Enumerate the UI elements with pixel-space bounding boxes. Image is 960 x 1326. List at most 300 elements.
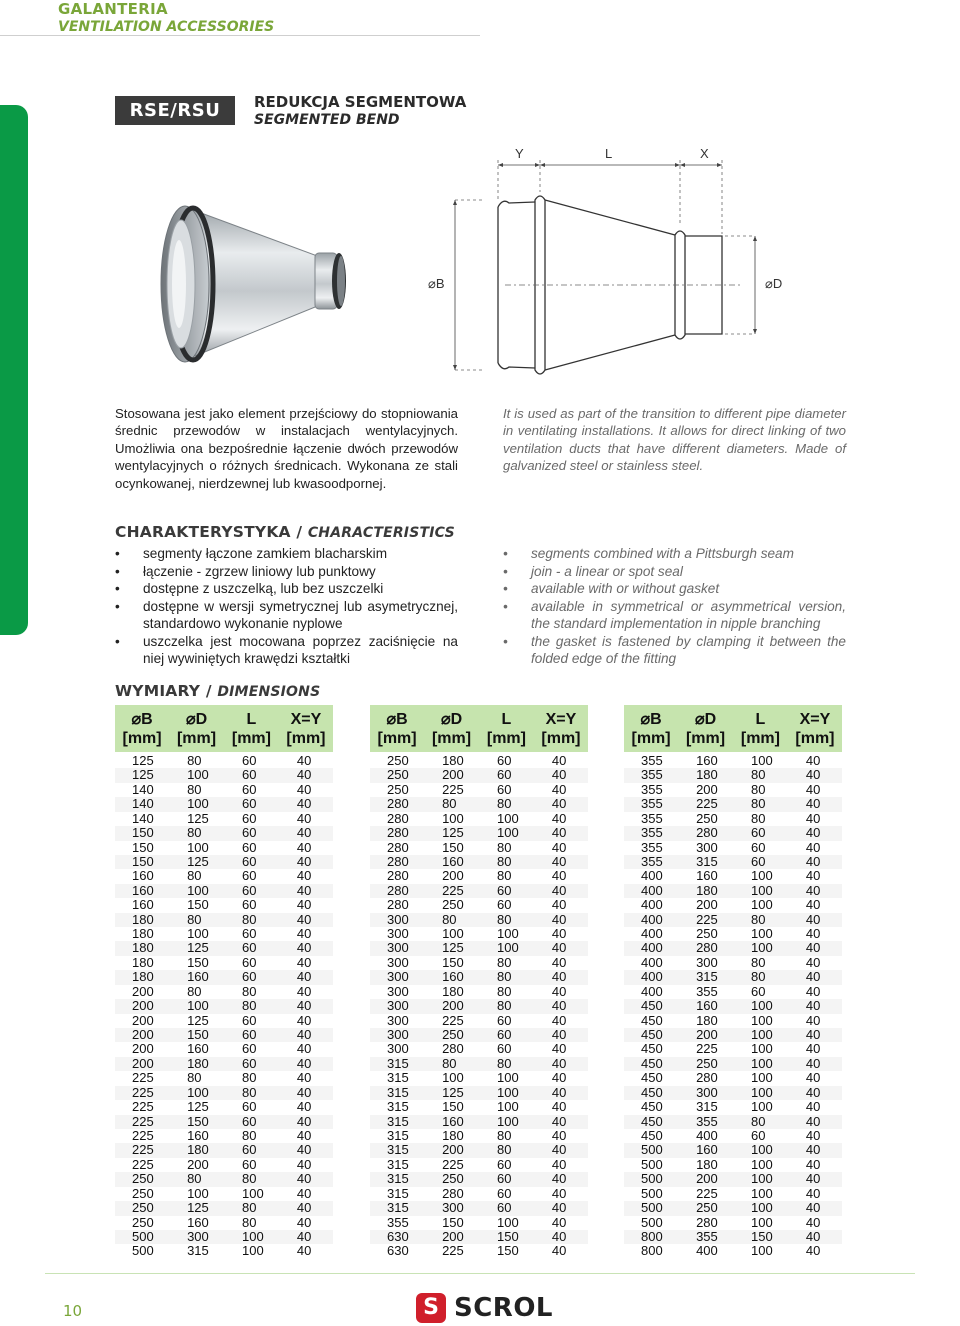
table-row — [624, 783, 842, 797]
table-row — [115, 1014, 333, 1028]
table-cell: 100 — [733, 1201, 788, 1215]
table-cell: 100 — [750, 1099, 773, 1115]
table-cell: 180 — [678, 768, 733, 782]
table-header-row — [370, 705, 588, 753]
table-cell: 40 — [534, 913, 588, 927]
table-cell: 40 — [279, 1028, 333, 1042]
table-cell: 40 — [805, 781, 821, 797]
table-cell: 80 — [496, 868, 512, 884]
table-cell: 40 — [788, 855, 842, 869]
table-row — [624, 999, 842, 1013]
table-cell: 40 — [805, 1012, 821, 1028]
table-cell: 315 — [387, 1185, 409, 1201]
table-row — [370, 985, 588, 999]
characteristics-title-pl: CHARAKTERYSTYKA — [115, 523, 291, 541]
table-row — [370, 783, 588, 797]
table-cell: 40 — [551, 1214, 567, 1230]
table-cell: 500 — [641, 1185, 663, 1201]
table-cell: 150 — [496, 1243, 519, 1259]
table-cell: 200 — [115, 1057, 169, 1071]
table-cell: 60 — [224, 1143, 279, 1157]
product-title — [254, 93, 466, 129]
table-cell: 40 — [788, 1086, 842, 1100]
table-cell: 280 — [370, 884, 424, 898]
table-row — [624, 1230, 842, 1244]
table-cell: 80 — [224, 1172, 279, 1186]
table-row — [624, 841, 842, 855]
table-cell: 450 — [624, 1115, 678, 1129]
table-cell: 60 — [241, 1041, 257, 1057]
characteristics-heading — [115, 523, 455, 541]
table-row — [115, 1187, 333, 1201]
table-row — [370, 1086, 588, 1100]
dimensions-table-1 — [115, 705, 333, 1259]
column-header-name: ⌀D — [440, 711, 463, 728]
table-cell: 60 — [733, 855, 788, 869]
table-row — [624, 1201, 842, 1215]
table-cell: 160 — [132, 868, 154, 884]
table-cell: 40 — [788, 1143, 842, 1157]
table-row — [115, 1086, 333, 1100]
table-cell: 400 — [696, 1127, 718, 1143]
table-cell: 60 — [224, 1057, 279, 1071]
column-header-name: L — [501, 711, 512, 728]
table-row — [370, 855, 588, 869]
table-row — [115, 999, 333, 1013]
column-header-name: ⌀B — [131, 711, 153, 728]
table-cell: 150 — [187, 954, 209, 970]
table-cell: 60 — [750, 983, 766, 999]
table-cell: 300 — [370, 913, 424, 927]
table-cell: 250 — [678, 1201, 733, 1215]
table-cell: 100 — [496, 1099, 519, 1115]
table-cell: 40 — [534, 1115, 588, 1129]
table-cell: 40 — [296, 868, 312, 884]
page-header — [58, 0, 274, 36]
table-cell: 400 — [641, 954, 663, 970]
table-cell: 280 — [678, 941, 733, 955]
table-cell: 180 — [115, 970, 169, 984]
table-cell: 40 — [279, 1057, 333, 1071]
table-cell: 40 — [551, 1185, 567, 1201]
table-cell: 355 — [624, 855, 678, 869]
table-row — [624, 812, 842, 826]
table-cell: 450 — [641, 1127, 663, 1143]
table-cell: 225 — [442, 1243, 464, 1259]
table-cell: 100 — [750, 1185, 773, 1201]
table-cell: 225 — [132, 1127, 154, 1143]
table-cell: 40 — [296, 753, 312, 768]
table-row — [624, 855, 842, 869]
table-cell: 40 — [788, 884, 842, 898]
table-cell: 60 — [750, 1127, 766, 1143]
table-cell: 40 — [534, 797, 588, 811]
table-cell: 40 — [805, 954, 821, 970]
table-cell: 100 — [169, 768, 224, 782]
table-cell: 40 — [788, 768, 842, 782]
table-row — [115, 826, 333, 840]
column-header-unit: [mm] — [795, 730, 835, 747]
table-cell: 40 — [805, 897, 821, 913]
table-cell: 100 — [496, 926, 519, 942]
table-cell: 280 — [387, 868, 409, 884]
table-cell: 225 — [442, 781, 464, 797]
table-cell: 300 — [370, 970, 424, 984]
table-cell: 180 — [169, 1057, 224, 1071]
table-cell: 355 — [641, 781, 663, 797]
table-row — [370, 1201, 588, 1215]
table-cell: 140 — [132, 810, 154, 826]
table-cell: 450 — [641, 1012, 663, 1028]
table-cell: 60 — [224, 970, 279, 984]
table-cell: 40 — [279, 826, 333, 840]
table-cell: 200 — [187, 1156, 209, 1172]
table-cell: 630 — [387, 1243, 409, 1259]
column-header-unit: [mm] — [431, 730, 472, 747]
table-cell: 100 — [169, 1086, 224, 1100]
table-cell: 180 — [678, 884, 733, 898]
table-cell: 80 — [424, 1057, 479, 1071]
table-cell: 180 — [115, 941, 169, 955]
column-header-name: X=Y — [799, 711, 831, 728]
table-row — [115, 1115, 333, 1129]
table-cell: 280 — [387, 839, 409, 855]
table-row — [370, 913, 588, 927]
table-cell: 40 — [534, 1057, 588, 1071]
table-cell: 500 — [624, 1172, 678, 1186]
column-header-name: X=Y — [545, 711, 577, 728]
table-cell: 80 — [187, 1070, 202, 1086]
table-row — [624, 956, 842, 970]
dimensions-heading — [115, 682, 320, 700]
table-cell: 180 — [442, 983, 464, 999]
table-cell: 40 — [788, 999, 842, 1013]
table-cell: 40 — [805, 1127, 821, 1143]
table-cell: 280 — [442, 1041, 464, 1057]
table-cell: 40 — [551, 1243, 567, 1259]
table-row — [624, 1187, 842, 1201]
table-row — [624, 1143, 842, 1157]
table-row — [370, 927, 588, 941]
table-row — [370, 941, 588, 955]
column-header-name: ⌀B — [386, 711, 408, 728]
characteristics-title-en: CHARACTERISTICS — [307, 525, 455, 541]
table-row — [624, 1028, 842, 1042]
table-cell: 60 — [479, 1172, 534, 1186]
features-list-en — [503, 545, 846, 668]
table-cell: 60 — [224, 884, 279, 898]
table-cell: 250 — [678, 1057, 733, 1071]
table-cell: 150 — [132, 839, 154, 855]
table-cell: 150 — [442, 954, 464, 970]
table-cell: 160 — [678, 1143, 733, 1157]
table-cell: 280 — [678, 826, 733, 840]
table-row — [370, 797, 588, 811]
table-row — [115, 1057, 333, 1071]
table-cell: 60 — [496, 1185, 512, 1201]
table-cell: 80 — [241, 1127, 257, 1143]
table-cell: 450 — [641, 1041, 663, 1057]
table-row — [624, 1244, 842, 1258]
table-cell: 150 — [479, 1230, 534, 1244]
table-cell: 355 — [641, 810, 663, 826]
table-cell: 40 — [279, 1172, 333, 1186]
table-cell: 500 — [624, 1201, 678, 1215]
table-cell: 200 — [132, 1041, 154, 1057]
table-cell: 225 — [132, 1099, 154, 1115]
table-cell: 40 — [296, 1185, 312, 1201]
table-row — [370, 841, 588, 855]
table-cell: 60 — [479, 1201, 534, 1215]
table-row — [624, 1057, 842, 1071]
table-cell: 250 — [387, 753, 409, 768]
table-cell: 60 — [241, 1156, 257, 1172]
table-cell: 80 — [479, 1057, 534, 1071]
table-row — [115, 956, 333, 970]
table-cell: 80 — [224, 1086, 279, 1100]
table-cell: 250 — [115, 1172, 169, 1186]
table-cell: 180 — [442, 1127, 464, 1143]
table-cell: 160 — [187, 1214, 209, 1230]
column-header — [624, 705, 678, 753]
table-cell: 40 — [551, 926, 567, 942]
table-row — [115, 913, 333, 927]
table-cell: 40 — [279, 1086, 333, 1100]
table-cell: 100 — [733, 941, 788, 955]
table-cell: 140 — [115, 797, 169, 811]
table-row — [115, 1071, 333, 1085]
table-cell: 100 — [496, 810, 519, 826]
table-cell: 40 — [788, 1057, 842, 1071]
table-row — [370, 1042, 588, 1056]
table-row — [624, 1115, 842, 1129]
table-cell: 315 — [387, 1070, 409, 1086]
list-item: • łączenie - zgrzew liniowy lub punktowy — [115, 563, 458, 581]
table-cell: 80 — [750, 954, 766, 970]
table-row — [115, 884, 333, 898]
table-cell: 80 — [169, 1172, 224, 1186]
table-cell: 60 — [750, 839, 766, 855]
table-row — [115, 941, 333, 955]
table-cell: 100 — [733, 1057, 788, 1071]
table-row — [115, 1158, 333, 1172]
table-cell: 40 — [296, 954, 312, 970]
table-cell: 40 — [551, 753, 567, 768]
table-row — [624, 1086, 842, 1100]
table-cell: 40 — [534, 970, 588, 984]
table-cell: 80 — [169, 913, 224, 927]
table-cell: 300 — [370, 999, 424, 1013]
table-cell: 280 — [696, 1214, 718, 1230]
table-cell: 225 — [115, 1143, 169, 1157]
table-cell: 160 — [678, 999, 733, 1013]
table-cell: 200 — [132, 983, 154, 999]
column-header-name: ⌀D — [694, 711, 717, 728]
column-header-name: X=Y — [290, 711, 322, 728]
table-cell: 630 — [370, 1230, 424, 1244]
table-cell: 80 — [187, 868, 202, 884]
table-cell: 250 — [424, 1172, 479, 1186]
table-cell: 40 — [296, 781, 312, 797]
table-header-row — [115, 705, 333, 753]
table-cell: 100 — [224, 1230, 279, 1244]
dimensions-title-pl: WYMIARY — [115, 682, 201, 700]
column-header — [424, 705, 479, 753]
table-cell: 300 — [696, 839, 718, 855]
table-cell: 40 — [805, 839, 821, 855]
table-cell: 225 — [442, 1012, 464, 1028]
table-row — [115, 927, 333, 941]
table-cell: 315 — [370, 1201, 424, 1215]
footer-divider — [45, 1273, 915, 1274]
table-cell: 200 — [678, 1172, 733, 1186]
table-cell: 500 — [641, 1214, 663, 1230]
table-cell: 40 — [296, 1099, 312, 1115]
table-cell: 40 — [805, 1156, 821, 1172]
table-cell: 40 — [296, 897, 312, 913]
table-cell: 40 — [788, 1028, 842, 1042]
table-cell: 355 — [624, 768, 678, 782]
table-cell: 160 — [696, 868, 718, 884]
table-cell: 355 — [387, 1214, 409, 1230]
table-cell: 40 — [805, 1070, 821, 1086]
table-cell: 125 — [169, 941, 224, 955]
description-pl: Stosowana jest jako element przejściowy do stopniowania średnic przewodów w instalacjach wentylacyjnych. Umożliwia ona bezpośrednie łączenie dwóch przewodów wentylacyjnych o różnych średnicach. Wykonana ze stali ocynkowanej, nierdzewnej lub kwasoodpornej. — [115, 406, 458, 491]
table-cell: 100 — [733, 1028, 788, 1042]
table-cell: 80 — [733, 1115, 788, 1129]
table-cell: 40 — [279, 1115, 333, 1129]
table-cell: 100 — [750, 897, 773, 913]
table-cell: 40 — [279, 1230, 333, 1244]
table-row — [370, 768, 588, 782]
dimensions-sep: / — [205, 682, 212, 700]
table-cell: 200 — [115, 999, 169, 1013]
table-cell: 355 — [624, 826, 678, 840]
description-en: It is used as part of the transition to different pipe diameter in ventilating installations. It allows for direct linking of two ventilation ducts that have different diameters. Made of galvanized steel or stainless steel. — [503, 406, 846, 474]
table-cell: 150 — [115, 826, 169, 840]
table-cell: 80 — [479, 913, 534, 927]
table-cell: 80 — [733, 913, 788, 927]
dim-label-d: ⌀D — [765, 276, 783, 291]
table-cell: 315 — [387, 1127, 409, 1143]
table-cell: 40 — [534, 941, 588, 955]
column-header-unit: [mm] — [231, 730, 271, 747]
table-cell: 40 — [296, 1156, 312, 1172]
table-cell: 80 — [750, 810, 766, 826]
table-cell: 60 — [224, 768, 279, 782]
table-cell: 80 — [424, 913, 479, 927]
table-cell: 80 — [424, 797, 479, 811]
table-cell: 40 — [788, 1201, 842, 1215]
table-cell: 225 — [678, 913, 733, 927]
table-cell: 400 — [624, 913, 678, 927]
table-cell: 200 — [696, 781, 718, 797]
list-item: • segmenty łączone zamkiem blacharskim — [115, 545, 458, 563]
table-cell: 150 — [169, 1028, 224, 1042]
table-cell: 60 — [241, 810, 257, 826]
table-cell: 60 — [224, 855, 279, 869]
table-cell: 315 — [370, 1172, 424, 1186]
table-cell: 100 — [442, 926, 464, 942]
table-cell: 40 — [279, 884, 333, 898]
table-cell: 60 — [241, 926, 257, 942]
table-cell: 225 — [115, 1086, 169, 1100]
table-cell: 315 — [387, 1156, 409, 1172]
table-cell: 150 — [442, 1214, 464, 1230]
table-row — [624, 1100, 842, 1114]
table-row — [624, 985, 842, 999]
features-list-pl — [115, 545, 458, 668]
table-cell: 400 — [624, 941, 678, 955]
table-cell: 225 — [115, 1115, 169, 1129]
table-row — [115, 783, 333, 797]
table-cell: 40 — [279, 797, 333, 811]
table-cell: 100 — [241, 1243, 264, 1259]
table-cell: 500 — [624, 1143, 678, 1157]
table-cell: 60 — [224, 826, 279, 840]
table-row — [624, 898, 842, 912]
table-cell: 60 — [241, 839, 257, 855]
table-cell: 100 — [750, 1012, 773, 1028]
table-cell: 40 — [805, 753, 821, 768]
table-row — [115, 985, 333, 999]
dim-label-x: X — [700, 146, 709, 161]
table-cell: 355 — [696, 983, 718, 999]
table-cell: 125 — [424, 826, 479, 840]
table-cell: 200 — [424, 999, 479, 1013]
table-cell: 80 — [733, 768, 788, 782]
table-row — [624, 1216, 842, 1230]
page-number: 10 — [63, 1302, 83, 1320]
table-cell: 100 — [733, 1172, 788, 1186]
table-cell: 100 — [479, 1115, 534, 1129]
table-cell: 315 — [187, 1243, 209, 1259]
table-cell: 315 — [387, 1099, 409, 1115]
table-cell: 40 — [788, 970, 842, 984]
table-cell: 180 — [696, 1156, 718, 1172]
table-row — [624, 913, 842, 927]
table-cell: 40 — [534, 884, 588, 898]
table-cell: 40 — [296, 983, 312, 999]
table-cell: 100 — [479, 941, 534, 955]
table-cell: 200 — [424, 768, 479, 782]
table-cell: 150 — [442, 839, 464, 855]
table-cell: 40 — [534, 1201, 588, 1215]
table-cell: 200 — [678, 1028, 733, 1042]
table-cell: 40 — [805, 810, 821, 826]
table-row — [370, 753, 588, 768]
table-cell: 225 — [132, 1156, 154, 1172]
header-category-en: VENTILATION ACCESSORIES — [58, 19, 275, 35]
table-cell: 400 — [696, 1243, 718, 1259]
table-row — [624, 884, 842, 898]
table-row — [115, 1143, 333, 1157]
table-cell: 80 — [496, 954, 512, 970]
table-cell: 40 — [279, 1143, 333, 1157]
table-cell: 100 — [479, 826, 534, 840]
table-cell: 450 — [624, 1086, 678, 1100]
table-cell: 80 — [479, 797, 534, 811]
table-cell: 40 — [551, 810, 567, 826]
table-cell: 40 — [296, 1012, 312, 1028]
table-row — [370, 1014, 588, 1028]
table-cell: 125 — [169, 855, 224, 869]
table-cell: 40 — [551, 1156, 567, 1172]
table-cell: 40 — [805, 1185, 821, 1201]
table-cell: 40 — [296, 810, 312, 826]
table-row — [370, 1244, 588, 1258]
table-cell: 100 — [750, 1214, 773, 1230]
